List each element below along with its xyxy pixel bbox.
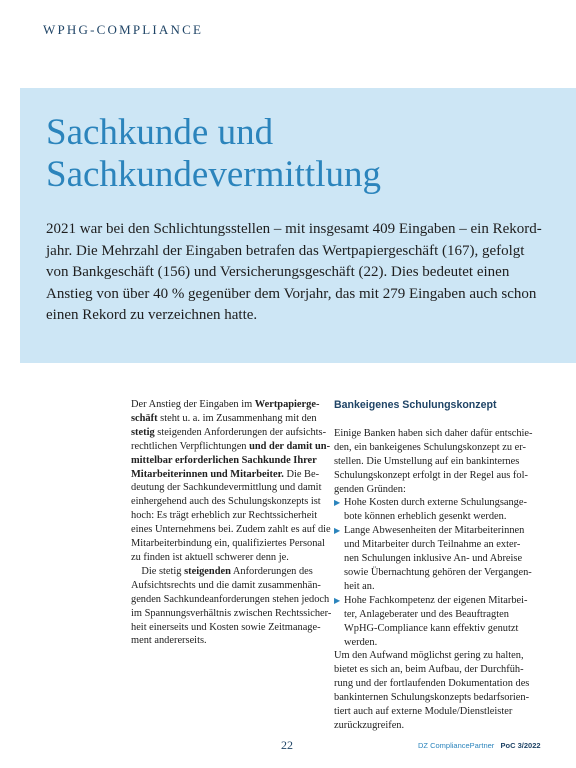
list-item xyxy=(334,524,534,594)
body-line xyxy=(131,565,321,579)
body-line: genden Gründen: xyxy=(334,483,406,495)
body-text: im Spannungsverhältnis zwischen Rechtssicher- xyxy=(131,607,332,619)
body-text: ment andererseits. xyxy=(131,635,207,647)
body-line xyxy=(131,398,321,412)
body-text: Der Anstieg der Eingaben im xyxy=(131,399,255,410)
body-line: nen Schulungen inklusive An- und Abreise xyxy=(344,553,523,565)
lead-line: jahr. Die Mehrzahl der Eingaben betrafen das Wertpapiergeschäft (167), gefolgt xyxy=(46,242,525,259)
bold-text: Wertpapierge- xyxy=(254,399,320,410)
body-text: Die stetig xyxy=(131,565,185,577)
body-text: steigenden Anforderungen der aufsichts- xyxy=(154,426,327,438)
body-text: heit einerseits und Kosten sowie Zeitmanage- xyxy=(131,621,321,633)
body-line: sowie Übernachtung gehören der Vergangen- xyxy=(344,566,532,578)
body-line xyxy=(131,412,321,426)
body-text: hoch: Es trägt erheblich zur Rechtssicherheit xyxy=(131,510,318,522)
section-kicker: WPHG-COMPLIANCE xyxy=(43,22,204,37)
body-text: deutung der Sachkundevermittlung und damit xyxy=(131,482,322,494)
body-line: Lange Abwesenheiten der Mitarbeiterinnen xyxy=(344,525,525,537)
body-line: bankinternen Schulungskonzepts bedarfsorien- xyxy=(334,692,530,704)
page-title xyxy=(46,112,381,196)
body-line xyxy=(131,537,325,551)
body-line: rung und der fortlaufenden Dokumentation des xyxy=(334,678,530,690)
body-line: Um den Aufwand möglichst gering zu halten, xyxy=(334,650,524,662)
body-line xyxy=(131,440,331,454)
publication-name: DZ CompliancePartner xyxy=(418,741,495,750)
body-line xyxy=(131,593,330,607)
lead-line: Anstieg von über 40 % gegenüber dem Vorjahr, das mit 279 Eingaben auch schon xyxy=(46,285,537,302)
body-line xyxy=(131,426,327,440)
body-line xyxy=(131,579,321,593)
body-text: Mitarbeiterbindung ein, qualifiziertes Personal xyxy=(131,538,325,550)
body-line xyxy=(131,481,321,495)
list-item xyxy=(334,594,534,650)
body-line: Hohe Kosten durch externe Schulungsange- xyxy=(344,497,527,509)
bold-text: stetig xyxy=(131,426,155,438)
page-number: 22 xyxy=(281,738,293,752)
body-line: WpHG-Compliance kann effektiv genutzt xyxy=(344,622,519,634)
body-line: Einige Banken haben sich daher dafür entschie- xyxy=(334,427,533,439)
body-line: bote können erheblich gesenkt werden. xyxy=(344,511,507,523)
lead-line: einen Rekord zu verzeichnen hatte. xyxy=(46,307,258,323)
body-line xyxy=(131,454,321,468)
body-text: Anforderungen des xyxy=(230,565,313,577)
body-line: Hohe Fachkompetenz der eigenen Mitarbei- xyxy=(344,594,528,606)
bold-text: Mitarbeiterinnen und Mitarbeiter. xyxy=(131,468,284,480)
bullet-list xyxy=(334,496,534,649)
intro-paragraph xyxy=(334,427,534,497)
body-text: Die Be- xyxy=(283,468,320,480)
list-item xyxy=(334,496,534,524)
body-line: stellen. Die Umstellung auf ein bankinternes xyxy=(334,455,520,467)
body-text: einhergehend auch des Schulungskonzepts ist xyxy=(131,496,321,508)
body-line: zurückzugreifen. xyxy=(334,719,405,731)
body-line: den, ein bankeigenes Schulungskonzept zu er- xyxy=(334,441,526,453)
hero-banner xyxy=(20,88,576,363)
lead-paragraph xyxy=(46,219,551,327)
body-line: ter, Anlageberater und des Beauftragten xyxy=(344,608,509,620)
body-line: Schulungskonzept erfolgt in der Regel aus fol- xyxy=(334,469,528,481)
bullet-arrow-icon: ▶ xyxy=(334,595,341,605)
body-text: eines Unternehmens bei. Zudem zahlt es auf die xyxy=(131,524,331,536)
body-line: tiert auch auf externe Module/Dienstleister xyxy=(334,706,513,718)
body-line xyxy=(131,509,321,523)
body-line xyxy=(131,495,321,509)
body-text: steht u. a. im Zusammenhang mit den xyxy=(157,412,317,424)
body-line xyxy=(131,468,321,482)
bold-text: schäft xyxy=(131,412,158,424)
lead-line: von Bankgeschäft (156) und Versicherungsgeschäft (22). Dies bedeutet einen xyxy=(46,264,510,280)
body-line: heit an. xyxy=(344,580,375,592)
body-column-right xyxy=(334,398,534,733)
body-line xyxy=(131,621,321,635)
title-line: Sachkunde und xyxy=(46,112,274,153)
bold-text: mittelbar erforderlichen Sachkunde Ihrer xyxy=(131,454,317,466)
closing-paragraph xyxy=(334,649,534,732)
body-text: genden Sachkundeanforderungen stehen jedoch xyxy=(131,593,330,605)
bullet-arrow-icon: ▶ xyxy=(334,526,341,536)
lead-line: 2021 war bei den Schlichtungsstellen – mit insgesamt 409 Eingaben – ein Rekord- xyxy=(46,221,542,237)
body-line xyxy=(131,607,332,621)
body-column-left xyxy=(131,398,332,648)
bullet-arrow-icon: ▶ xyxy=(334,498,341,508)
body-text: Aufsichtsrechts und die damit zusammenhän- xyxy=(131,579,321,591)
body-line xyxy=(131,634,321,648)
body-line: werden. xyxy=(344,636,378,648)
section-subheading: Bankeigenes Schulungskonzept xyxy=(334,399,497,411)
body-line xyxy=(131,523,331,537)
body-text: zu finden ist aktuell schwerer denn je. xyxy=(131,551,289,563)
bold-text: und der damit un- xyxy=(249,440,331,452)
title-line: Sachkundevermittlung xyxy=(46,154,381,195)
body-line: und Mitarbeiter durch Teilnahme an exter- xyxy=(344,539,521,551)
body-line: bietet es sich an, beim Aufbau, der Durchfüh- xyxy=(334,664,524,676)
body-text: rechtlichen Verpflichtungen xyxy=(131,440,250,452)
issue-label: PoC 3/2022 xyxy=(500,741,541,750)
bold-text: steigenden xyxy=(184,565,231,577)
body-line xyxy=(131,551,321,565)
publication-info xyxy=(418,741,541,750)
